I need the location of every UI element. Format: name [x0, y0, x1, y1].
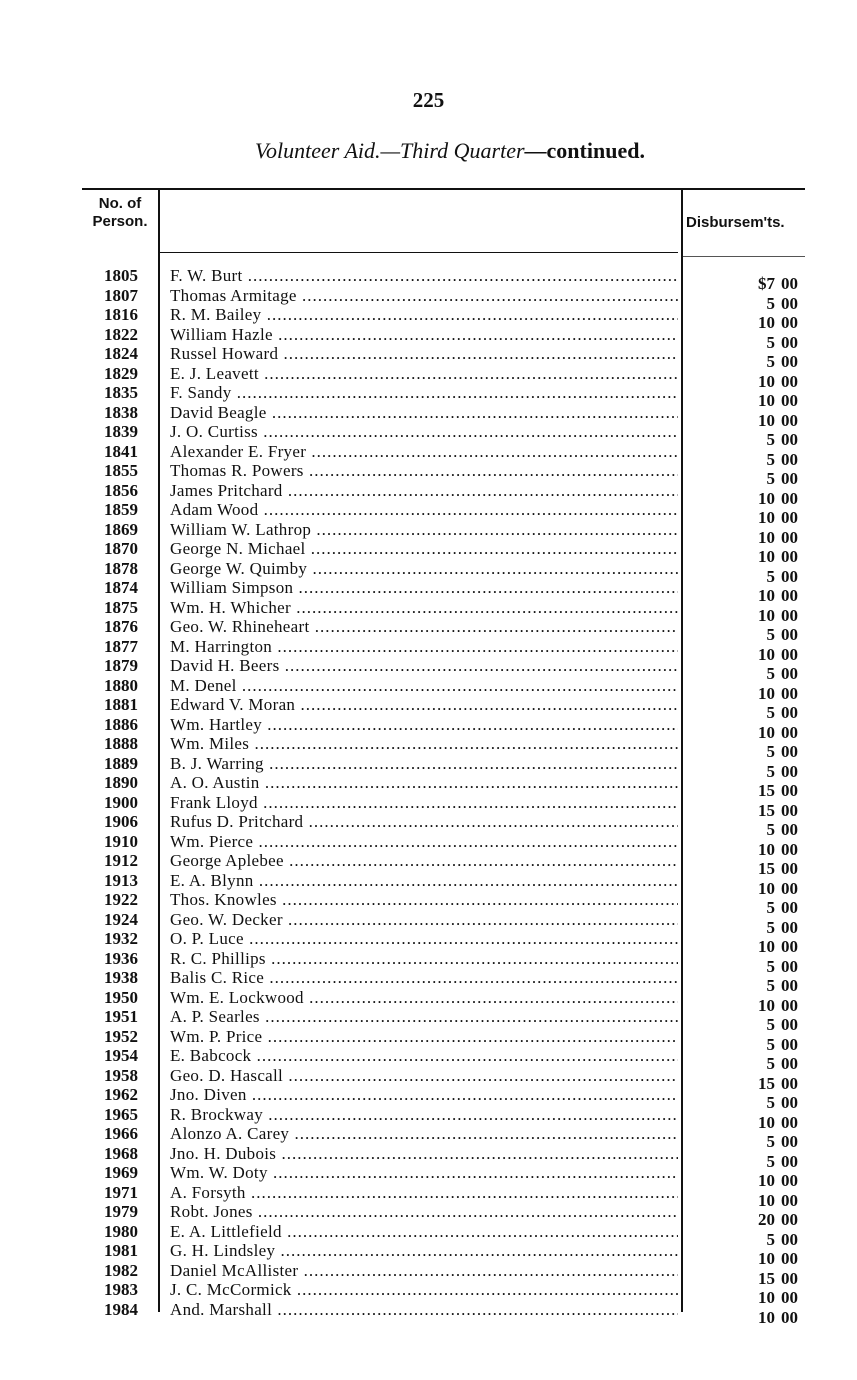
amount-cents: 00	[781, 1307, 798, 1327]
person-number: 1958	[104, 1065, 138, 1085]
person-number: 1889	[104, 753, 138, 773]
person-name: James Pritchard .....	[170, 481, 678, 501]
table-row	[0, 753, 857, 781]
amount-dollars: 10	[758, 1307, 775, 1327]
table-row	[0, 1104, 857, 1132]
table-row	[0, 539, 857, 566]
person-number: 1952	[104, 1026, 138, 1046]
amount-dollars: 5	[766, 976, 775, 995]
amount-dollars: 10	[758, 1171, 775, 1190]
person-number: 1855	[104, 461, 138, 480]
amount-dollars: 10	[758, 605, 775, 625]
person-name: Alonzo A. Carey .....	[170, 1124, 678, 1144]
person-name: E. A. Blynn .....	[170, 871, 678, 891]
amount-cents: 00	[781, 820, 798, 839]
person-name: Daniel McAllister .....	[170, 1261, 678, 1281]
amount-dollars: 5	[766, 956, 775, 976]
person-number: 1981	[104, 1241, 138, 1260]
amount-dollars: 10	[758, 937, 775, 956]
amount-dollars: 10	[758, 313, 775, 332]
column-header-person-line1: No. of	[98, 195, 142, 212]
amount-cents: 00	[781, 332, 798, 352]
person-name: E. J. Leavett .....	[170, 364, 678, 384]
table-row	[0, 617, 857, 644]
person-name: J. C. McCormick .....	[170, 1280, 678, 1300]
person-name: A. O. Austin .....	[170, 773, 678, 793]
table-row	[0, 402, 857, 430]
table-row	[0, 1221, 857, 1249]
amount-dollars: 10	[758, 391, 775, 410]
person-name: Wm. H. Whicher .....	[170, 598, 678, 618]
table-row	[0, 812, 857, 839]
table-row	[0, 714, 857, 742]
person-name: Wm. Miles .....	[170, 734, 678, 754]
person-number: 1969	[104, 1163, 138, 1182]
amount-dollars: 10	[758, 995, 775, 1015]
person-name: Thos. Knowles .....	[170, 890, 678, 910]
amount-dollars: 5	[766, 703, 775, 722]
table-row	[0, 1260, 857, 1288]
amount-dollars: 15	[758, 800, 775, 820]
person-number: 1924	[104, 909, 138, 929]
person-number: 1983	[104, 1280, 138, 1299]
person-number: 1984	[104, 1299, 138, 1319]
person-name: M. Denel .....	[170, 676, 678, 696]
table-row	[0, 285, 857, 313]
amount-cents: 00	[781, 1093, 798, 1112]
amount-dollars: 10	[758, 1249, 775, 1268]
table-row	[0, 636, 857, 664]
amount-dollars: 10	[758, 878, 775, 898]
person-number: 1870	[104, 539, 138, 558]
amount-dollars: 5	[766, 469, 775, 488]
amount-cents: 00	[781, 722, 798, 742]
amount-dollars: 5	[766, 332, 775, 352]
person-name: William Simpson .....	[170, 578, 678, 598]
person-name: Geo. W. Decker .....	[170, 910, 678, 930]
person-name: George Aplebee .....	[170, 851, 678, 871]
amount-cents: 00	[781, 430, 798, 449]
person-number: 1922	[104, 890, 138, 909]
amount-cents: 00	[781, 566, 798, 586]
amount-cents: 00	[781, 352, 798, 371]
amount-cents: 00	[781, 508, 798, 527]
person-number: 1835	[104, 383, 138, 402]
table-row	[0, 870, 857, 898]
amount-cents: 00	[781, 956, 798, 976]
table-row	[0, 1163, 857, 1190]
person-name: O. P. Luce .....	[170, 929, 678, 949]
person-number: 1880	[104, 675, 138, 695]
person-number: 1886	[104, 714, 138, 734]
person-number: 1932	[104, 929, 138, 948]
person-name: Wm. E. Lockwood .....	[170, 988, 678, 1008]
disbursement-amount	[730, 1308, 798, 1328]
person-name: M. Harrington .....	[170, 637, 678, 657]
amount-cents: 00	[781, 469, 798, 488]
amount-cents: 00	[781, 391, 798, 410]
person-name: Alexander E. Fryer .....	[170, 442, 678, 462]
header-rule	[160, 252, 678, 253]
person-name: R. Brockway .....	[170, 1105, 678, 1125]
table-row	[0, 500, 857, 527]
table-row	[0, 1124, 857, 1151]
person-number: 1912	[104, 851, 138, 870]
table-row	[0, 1299, 857, 1327]
person-number: 1888	[104, 734, 138, 753]
person-name: Geo. D. Hascall .....	[170, 1066, 678, 1086]
amount-dollars: 10	[758, 839, 775, 859]
amount-cents: 00	[781, 410, 798, 430]
person-name: Rufus D. Pritchard .....	[170, 812, 678, 832]
column-header-person	[84, 195, 156, 231]
person-name: F. W. Burt .....	[170, 266, 678, 286]
amount-cents: 00	[781, 1190, 798, 1210]
amount-cents: 00	[781, 937, 798, 956]
person-number: 1951	[104, 1007, 138, 1026]
table-row	[0, 1241, 857, 1268]
person-name: A. Forsyth .....	[170, 1183, 678, 1203]
person-number: 1816	[104, 305, 138, 324]
person-number: 1971	[104, 1182, 138, 1202]
amount-cents: 00	[781, 1073, 798, 1093]
amount-dollars: 10	[758, 371, 775, 391]
amount-cents: 00	[781, 1210, 798, 1229]
amount-dollars: 10	[758, 586, 775, 605]
amount-cents: 00	[781, 839, 798, 859]
person-name: Wm. Hartley .....	[170, 715, 678, 735]
person-number: 1910	[104, 831, 138, 851]
table-row	[0, 1046, 857, 1073]
person-number: 1965	[104, 1104, 138, 1124]
person-number: 1979	[104, 1202, 138, 1221]
amount-dollars: 10	[758, 410, 775, 430]
amount-cents: 00	[781, 917, 798, 937]
person-name: E. A. Littlefield .....	[170, 1222, 678, 1242]
table-row	[0, 948, 857, 976]
person-name: Wm. W. Doty .....	[170, 1163, 678, 1183]
amount-dollars: 5	[766, 566, 775, 586]
amount-cents: 00	[781, 995, 798, 1015]
person-number: 1877	[104, 636, 138, 656]
table-row	[0, 675, 857, 703]
person-name: B. J. Warring .....	[170, 754, 678, 774]
table-row	[0, 578, 857, 605]
amount-cents: 00	[781, 1229, 798, 1249]
amount-dollars: 10	[758, 1190, 775, 1210]
amount-cents: 00	[781, 1034, 798, 1054]
person-number: 1982	[104, 1260, 138, 1280]
person-name: Wm. P. Price .....	[170, 1027, 678, 1047]
amount-cents: 00	[781, 527, 798, 547]
table-row	[0, 968, 857, 995]
table-row	[0, 519, 857, 547]
table-row	[0, 909, 857, 937]
title-suffix: —continued.	[524, 138, 645, 163]
table-row	[0, 929, 857, 956]
amount-cents: 00	[781, 859, 798, 878]
person-number: 1856	[104, 480, 138, 500]
table-row	[0, 558, 857, 586]
person-number: 1913	[104, 870, 138, 890]
person-name: Robt. Jones .....	[170, 1202, 678, 1222]
amount-dollars: $7	[758, 274, 775, 293]
amount-cents: 00	[781, 703, 798, 722]
person-name: E. Babcock .....	[170, 1046, 678, 1066]
amount-cents: 00	[781, 313, 798, 332]
table-row	[0, 851, 857, 878]
person-number: 1966	[104, 1124, 138, 1143]
amount-cents: 00	[781, 781, 798, 800]
table-row	[0, 1143, 857, 1171]
amount-cents: 00	[781, 488, 798, 508]
amount-dollars: 5	[766, 898, 775, 917]
table-row	[0, 1026, 857, 1054]
person-number: 1962	[104, 1085, 138, 1104]
person-number: 1878	[104, 558, 138, 578]
amount-cents: 00	[781, 742, 798, 761]
amount-cents: 00	[781, 1054, 798, 1073]
amount-dollars: 5	[766, 1229, 775, 1249]
amount-dollars: 20	[758, 1210, 775, 1229]
amount-dollars: 5	[766, 1132, 775, 1151]
person-number: 1839	[104, 422, 138, 441]
amount-cents: 00	[781, 800, 798, 820]
person-number: 1968	[104, 1143, 138, 1163]
person-name: George W. Quimby .....	[170, 559, 678, 579]
person-name: Balis C. Rice .....	[170, 968, 678, 988]
amount-cents: 00	[781, 1249, 798, 1268]
person-name: Thomas Armitage .....	[170, 286, 678, 306]
table-row	[0, 480, 857, 508]
amount-dollars: 5	[766, 352, 775, 371]
person-number: 1876	[104, 617, 138, 636]
amount-dollars: 15	[758, 781, 775, 800]
amount-dollars: 5	[766, 1015, 775, 1034]
person-name: R. M. Bailey .....	[170, 305, 678, 325]
amount-dollars: 5	[766, 1151, 775, 1171]
amount-dollars: 5	[766, 449, 775, 469]
person-number: 1824	[104, 344, 138, 363]
title-main: Volunteer Aid.—Third Quarter	[255, 138, 525, 163]
amount-dollars: 10	[758, 547, 775, 566]
person-name: F. Sandy .....	[170, 383, 678, 403]
person-number: 1879	[104, 656, 138, 675]
person-number: 1869	[104, 519, 138, 539]
person-name: G. H. Lindsley .....	[170, 1241, 678, 1261]
table-top-rule	[82, 188, 805, 190]
person-number: 1954	[104, 1046, 138, 1065]
amount-cents: 00	[781, 761, 798, 781]
amount-dollars: 5	[766, 430, 775, 449]
amount-cents: 00	[781, 1288, 798, 1307]
amount-cents: 00	[781, 625, 798, 644]
amount-dollars: 15	[758, 859, 775, 878]
amount-dollars: 5	[766, 917, 775, 937]
amount-dollars: 10	[758, 488, 775, 508]
person-name: A. P. Searles .....	[170, 1007, 678, 1027]
person-name: R. C. Phillips .....	[170, 949, 678, 969]
person-number: 1874	[104, 578, 138, 597]
person-number: 1829	[104, 363, 138, 383]
amount-cents: 00	[781, 293, 798, 313]
person-name: David Beagle .....	[170, 403, 678, 423]
column-header-disbursements: Disbursem'ts.	[686, 214, 785, 231]
person-name: Jno. H. Dubois .....	[170, 1144, 678, 1164]
table-row	[0, 324, 857, 352]
person-name: Edward V. Moran .....	[170, 695, 678, 715]
table-row	[0, 344, 857, 371]
amount-dollars: 5	[766, 293, 775, 313]
table-row	[0, 1085, 857, 1112]
amount-dollars: 5	[766, 625, 775, 644]
table-row	[0, 597, 857, 625]
table-row	[0, 1065, 857, 1093]
table-row	[0, 1280, 857, 1307]
amount-dollars: 15	[758, 1073, 775, 1093]
table-row	[0, 441, 857, 469]
amount-cents: 00	[781, 664, 798, 683]
amount-cents: 00	[781, 1112, 798, 1132]
page-title	[0, 138, 857, 164]
person-number: 1807	[104, 285, 138, 305]
amount-cents: 00	[781, 274, 798, 293]
person-name: Thomas R. Powers .....	[170, 461, 678, 481]
person-name: And. Marshall .....	[170, 1300, 678, 1320]
amount-dollars: 5	[766, 1034, 775, 1054]
amount-dollars: 5	[766, 1054, 775, 1073]
table-row	[0, 422, 857, 449]
amount-cents: 00	[781, 586, 798, 605]
table-row	[0, 305, 857, 332]
amount-cents: 00	[781, 1171, 798, 1190]
amount-dollars: 10	[758, 644, 775, 664]
person-number: 1838	[104, 402, 138, 422]
amount-dollars: 5	[766, 820, 775, 839]
table-row	[0, 383, 857, 410]
table-row	[0, 695, 857, 722]
person-name: William W. Lathrop .....	[170, 520, 678, 540]
person-number: 1822	[104, 324, 138, 344]
amount-dollars: 5	[766, 664, 775, 683]
table-row	[0, 461, 857, 488]
column-header-person-line2: Person.	[92, 213, 148, 230]
person-name: Wm. Pierce .....	[170, 832, 678, 852]
person-number: 1936	[104, 948, 138, 968]
disbursement-table	[0, 266, 857, 1327]
table-row	[0, 1182, 857, 1210]
amount-cents: 00	[781, 644, 798, 664]
amount-cents: 00	[781, 1151, 798, 1171]
person-number: 1875	[104, 597, 138, 617]
table-row	[0, 890, 857, 917]
table-row	[0, 266, 857, 293]
person-number: 1980	[104, 1221, 138, 1241]
person-name: David H. Beers .....	[170, 656, 678, 676]
person-name: Russel Howard .....	[170, 344, 678, 364]
amount-dollars: 10	[758, 508, 775, 527]
amount-dollars: 5	[766, 1093, 775, 1112]
table-row	[0, 656, 857, 683]
person-number: 1881	[104, 695, 138, 714]
page-number: 225	[412, 88, 445, 112]
amount-dollars: 15	[758, 1268, 775, 1288]
amount-cents: 00	[781, 898, 798, 917]
amount-cents: 00	[781, 976, 798, 995]
person-name: Adam Wood .....	[170, 500, 678, 520]
amount-dollars: 10	[758, 527, 775, 547]
person-name: Jno. Diven .....	[170, 1085, 678, 1105]
table-row	[0, 1007, 857, 1034]
person-name: George N. Michael .....	[170, 539, 678, 559]
table-row	[0, 363, 857, 391]
amount-dollars: 5	[766, 742, 775, 761]
person-number: 1938	[104, 968, 138, 987]
person-number: 1950	[104, 987, 138, 1007]
amount-cents: 00	[781, 371, 798, 391]
table-row	[0, 831, 857, 859]
amount-cents: 00	[781, 1015, 798, 1034]
person-number: 1841	[104, 441, 138, 461]
amount-cents: 00	[781, 878, 798, 898]
amount-dollars: 5	[766, 761, 775, 781]
person-name: Geo. W. Rhineheart .....	[170, 617, 678, 637]
table-row	[0, 1202, 857, 1229]
amount-dollars: 10	[758, 683, 775, 703]
amount-cents: 00	[781, 683, 798, 703]
amount-cents: 00	[781, 547, 798, 566]
table-row	[0, 773, 857, 800]
person-number: 1859	[104, 500, 138, 519]
amount-dollars: 10	[758, 1112, 775, 1132]
person-number: 1900	[104, 792, 138, 812]
table-row	[0, 987, 857, 1015]
amount-cents: 00	[781, 449, 798, 469]
person-number: 1906	[104, 812, 138, 831]
amount-cents: 00	[781, 1132, 798, 1151]
amount-dollars: 10	[758, 1288, 775, 1307]
amount-cents: 00	[781, 1268, 798, 1288]
person-name: William Hazle .....	[170, 325, 678, 345]
table-row	[0, 792, 857, 820]
person-number: 1890	[104, 773, 138, 792]
amount-dollars: 10	[758, 722, 775, 742]
person-name: J. O. Curtiss .....	[170, 422, 678, 442]
person-number: 1805	[104, 266, 138, 285]
table-row	[0, 734, 857, 761]
amount-cents: 00	[781, 605, 798, 625]
person-name: Frank Lloyd .....	[170, 793, 678, 813]
header-rule-amount	[683, 256, 805, 257]
